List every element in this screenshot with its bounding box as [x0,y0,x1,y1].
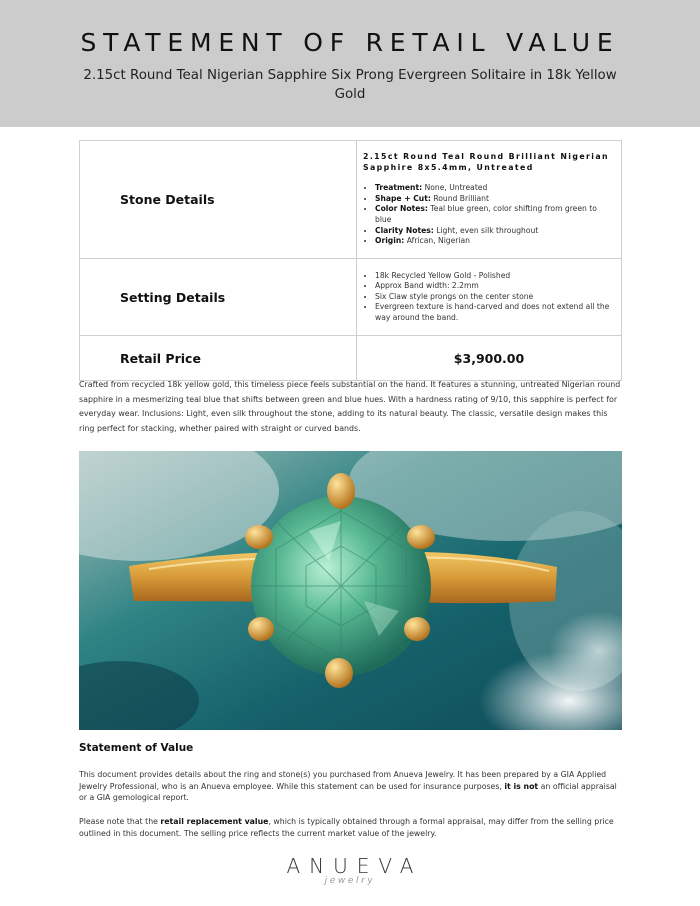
page-title: STATEMENT OF RETAIL VALUE [80,28,620,57]
setting-item: • 18k Recycled Yellow Gold - Polished [375,271,615,282]
stone-spec-list [363,183,615,247]
setting-item: • Evergreen texture is hand-carved and does not extend all the way around the band. [375,302,615,323]
logo-brand: ANUEVA [286,854,423,878]
statement-paragraph-1: This document provides details about the ring and stone(s) you purchased from Anueva Jewelry. It has been prepared by a GIA Applied Jewelry Professional, who is an Anueva employee. While this statement can be used for insurance purposes, it is not an official appraisal or a GIA gemological report. [79,770,617,803]
stone-details-row [80,141,622,259]
stone-details-content [357,141,622,259]
setting-item: • Approx Band width: 2.2mm [375,281,615,292]
spec-item: • Shape + Cut: Round Brilliant [375,194,615,205]
stone-title: 2.15ct Round Teal Round Brilliant Nigerian Sapphire 8x5.4mm, Untreated [363,152,609,172]
retail-price-value: $3,900.00 [357,336,622,381]
ring-illustration [79,451,622,730]
retail-price-label: Retail Price [80,336,357,381]
setting-details-content [357,259,622,336]
ring-photo [79,451,622,730]
logo-tagline: jewelry [324,876,376,886]
spec-item: • Treatment: None, Untreated [375,183,615,194]
setting-item: • Six Claw style prongs on the center stone [375,292,615,303]
spec-item: • Origin: African, Nigerian [375,236,615,247]
product-description: Crafted from recycled 18k yellow gold, this timeless piece feels substantial on the hand. It features a stunning, untreated Nigerian round sapphire in a mesmerizing teal blue that shifts between green and blue hues. With a hardness rating of 9/10, this sapphire is perfect for everyday wear. Inclusions: Light, even silk throughout the stone, adding to its natural beauty. The classic, versatile design makes this ring perfect for stacking, whether paired with straight or curved bands. [79,380,621,433]
retail-price-row [80,336,622,381]
statement-of-value-title: Statement of Value [79,742,194,754]
header-banner [0,0,700,127]
setting-list [363,271,615,324]
setting-details-label: Setting Details [80,259,357,336]
statement-paragraph-2: Please note that the retail replacement value, which is typically obtained through a formal appraisal, may differ from the selling price outlined in this document. The selling price reflects the current market value of the jewelry. [79,817,614,838]
page-subtitle: 2.15ct Round Teal Nigerian Sapphire Six Prong Evergreen Solitaire in 18k Yellow Gold [83,68,617,102]
spec-item: • Color Notes: Teal blue green, color shifting from green to blue [375,204,615,225]
setting-details-row [80,259,622,336]
spec-item: • Clarity Notes: Light, even silk throughout [375,226,615,237]
details-table [79,140,622,381]
stone-details-label: Stone Details [80,141,357,259]
anueva-logo [250,855,450,886]
